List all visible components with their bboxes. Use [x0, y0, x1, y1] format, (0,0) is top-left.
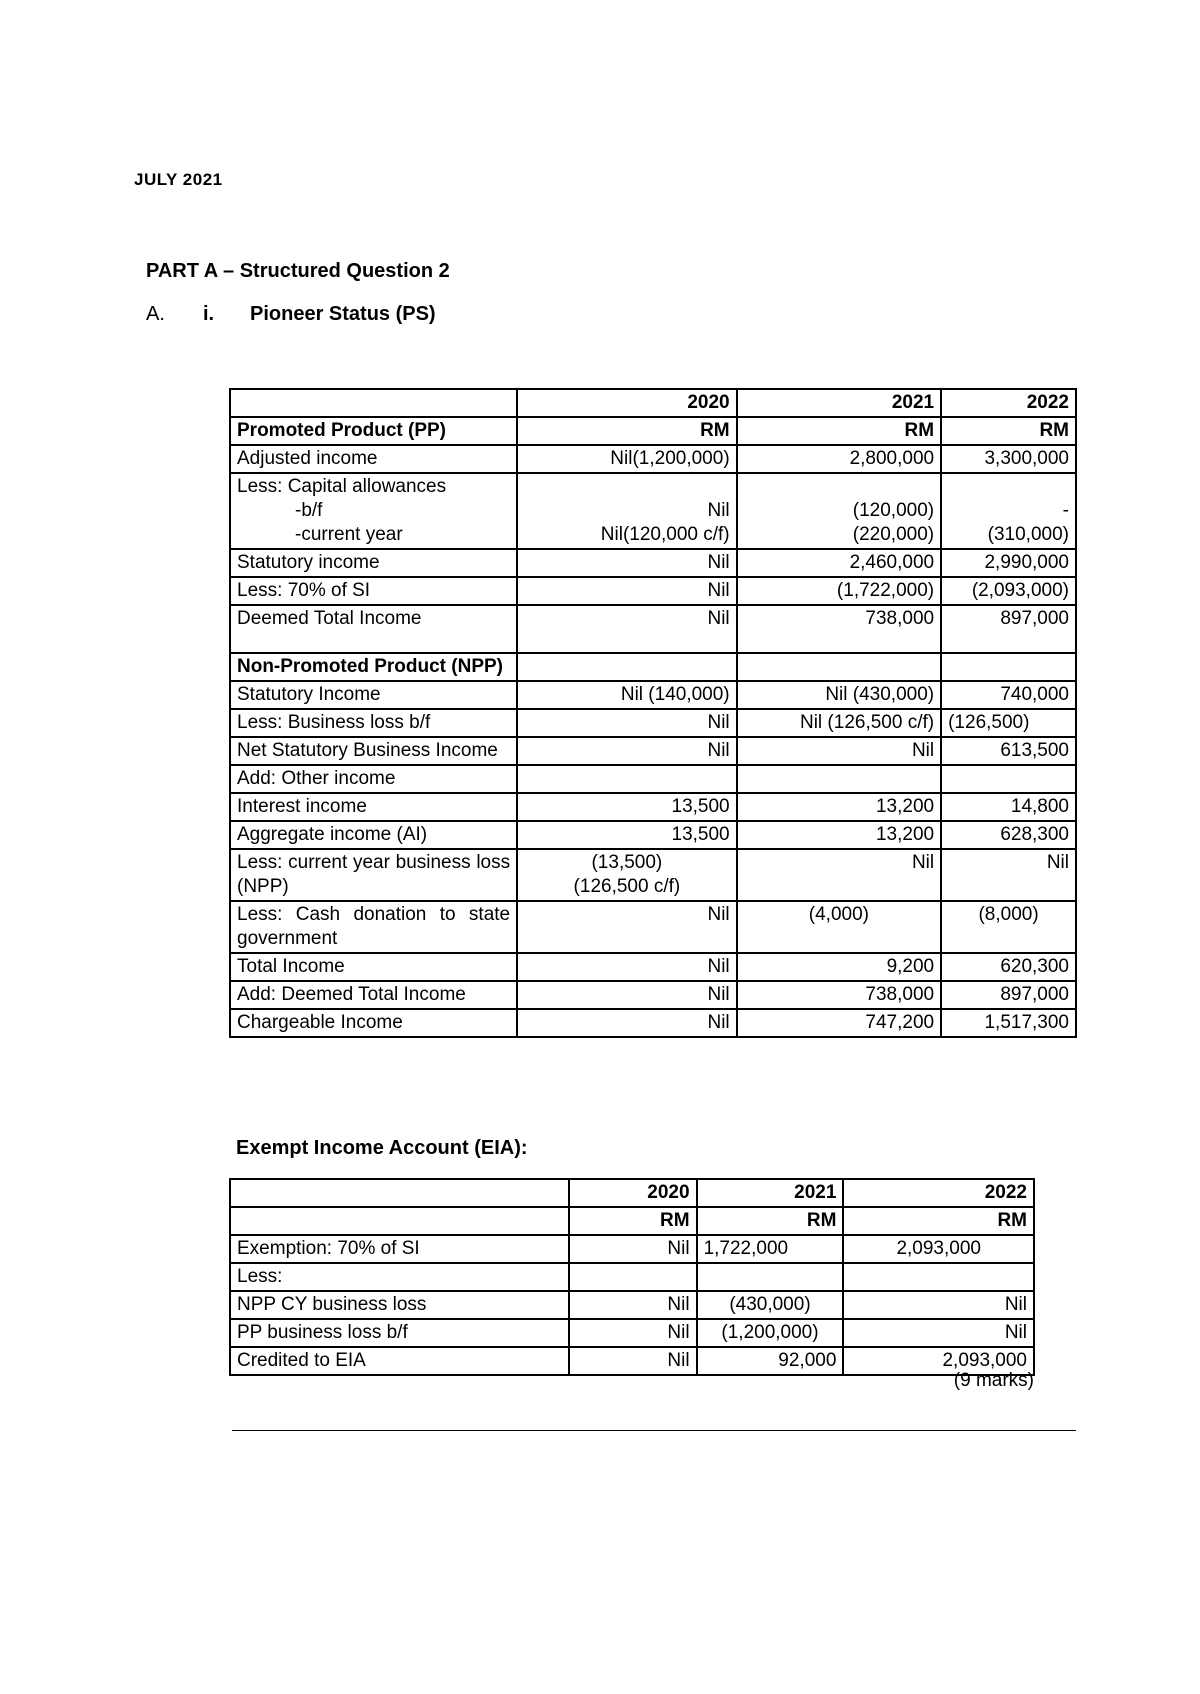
- row-label: Interest income: [230, 793, 517, 821]
- cell-value: Nil: [737, 737, 941, 765]
- year-2021: 2021: [737, 389, 941, 417]
- eia-title: Exempt Income Account (EIA):: [236, 1137, 528, 1159]
- cell-value: Nil: [569, 1347, 697, 1375]
- cell-value: (310,000): [987, 524, 1069, 545]
- cell-value: Nil: [517, 901, 737, 953]
- row-label: Exemption: 70% of SI: [230, 1235, 569, 1263]
- table-row: [230, 681, 1076, 709]
- cell-value: -: [1062, 500, 1069, 521]
- table-row: [230, 821, 1076, 849]
- row-label: Less: 70% of SI: [230, 577, 517, 605]
- cell-value: 897,000: [941, 981, 1076, 1009]
- table-row: [230, 793, 1076, 821]
- cell-value: (430,000): [697, 1291, 844, 1319]
- cell-value: 2,093,000: [843, 1235, 1034, 1263]
- table-row: [230, 709, 1076, 737]
- cell-value: (1,200,000): [697, 1319, 844, 1347]
- table-row: [230, 1347, 1034, 1375]
- row-label: [230, 473, 517, 549]
- table-row: [230, 1291, 1034, 1319]
- table-row: [230, 1009, 1076, 1037]
- year-header-row: [230, 389, 1076, 417]
- cell-value: Nil: [843, 1291, 1034, 1319]
- cell-value: (126,500 c/f): [573, 876, 681, 897]
- cell-value: Nil: [843, 1319, 1034, 1347]
- year-2021: 2021: [697, 1179, 844, 1207]
- table-row: [230, 1235, 1034, 1263]
- row-label: PP business loss b/f: [230, 1319, 569, 1347]
- currency-label: RM: [517, 417, 737, 445]
- table-row: [230, 1319, 1034, 1347]
- table-row: [230, 653, 1076, 681]
- table-row: [230, 1263, 1034, 1291]
- pioneer-status-table: [229, 388, 1077, 1038]
- bf-label: -b/f: [295, 500, 323, 521]
- cell-value: Nil (126,500 c/f): [737, 709, 941, 737]
- cell-value: Nil: [517, 709, 737, 737]
- table-row: [230, 549, 1076, 577]
- cell-value: Nil: [707, 500, 730, 521]
- year-2020: 2020: [517, 389, 737, 417]
- cell-value: Nil(120,000 c/f): [600, 524, 730, 545]
- divider: [232, 1430, 1076, 1431]
- cell-value: 738,000: [737, 981, 941, 1009]
- table-row: [230, 473, 1076, 549]
- capital-allowances-label: Less: Capital allowances: [237, 476, 447, 497]
- table-row: [230, 849, 1076, 901]
- row-label: Adjusted income: [230, 445, 517, 473]
- row-label: NPP CY business loss: [230, 1291, 569, 1319]
- question-label-a: A.: [146, 303, 165, 325]
- cell-value: Nil: [517, 1009, 737, 1037]
- question-label-i: i.: [203, 303, 215, 325]
- cell-value: (120,000): [852, 500, 935, 521]
- currency-row: [230, 1207, 1034, 1235]
- row-label: Add: Deemed Total Income: [230, 981, 517, 1009]
- exempt-income-account-table: [229, 1178, 1035, 1376]
- cell-value: 613,500: [941, 737, 1076, 765]
- cell-value: 14,800: [941, 793, 1076, 821]
- cell-value: 628,300: [941, 821, 1076, 849]
- pp-heading: Promoted Product (PP): [230, 417, 517, 445]
- row-label: Add: Other income: [230, 765, 517, 793]
- row-label: Less: Business loss b/f: [230, 709, 517, 737]
- cell-value: Nil: [941, 849, 1076, 901]
- cell-value: Nil: [569, 1235, 697, 1263]
- table-row: [230, 737, 1076, 765]
- cell-value: 2,460,000: [737, 549, 941, 577]
- year-2022: 2022: [843, 1179, 1034, 1207]
- row-label: Net Statutory Business Income: [230, 737, 517, 765]
- row-label: Chargeable Income: [230, 1009, 517, 1037]
- cell-value: Nil: [517, 737, 737, 765]
- header-date: JULY 2021: [134, 170, 223, 189]
- cell-value: 1,722,000: [697, 1235, 844, 1263]
- row-label: Less: current year business loss (NPP): [230, 849, 517, 901]
- row-label: Statutory Income: [230, 681, 517, 709]
- cell-value: Nil (430,000): [737, 681, 941, 709]
- section-title: Pioneer Status (PS): [250, 303, 436, 325]
- cell-value: 620,300: [941, 953, 1076, 981]
- row-label: Less: Cash donation to state government: [230, 901, 517, 953]
- cell-value: Nil(1,200,000): [517, 445, 737, 473]
- currency-label: RM: [569, 1207, 697, 1235]
- cell-value: 1,517,300: [941, 1009, 1076, 1037]
- cell-value: 13,500: [517, 821, 737, 849]
- currency-row: [230, 417, 1076, 445]
- table-row: [230, 981, 1076, 1009]
- cell-value: (13,500): [591, 852, 663, 873]
- cell-value: 740,000: [941, 681, 1076, 709]
- table-row: [230, 605, 1076, 653]
- cell-value: 13,500: [517, 793, 737, 821]
- row-label: Statutory income: [230, 549, 517, 577]
- currency-label: RM: [941, 417, 1076, 445]
- currency-label: RM: [843, 1207, 1034, 1235]
- cell-value: 9,200: [737, 953, 941, 981]
- cell-value: (126,500): [941, 709, 1076, 737]
- cell-value: (8,000): [941, 901, 1076, 953]
- row-label: Deemed Total Income: [230, 605, 517, 653]
- current-year-label: -current year: [295, 524, 403, 545]
- cell-value: 2,990,000: [941, 549, 1076, 577]
- cell-value: Nil: [569, 1291, 697, 1319]
- cell-value: 897,000: [941, 605, 1076, 653]
- cell-value: Nil: [737, 849, 941, 901]
- cell-value: 13,200: [737, 793, 941, 821]
- row-label: Aggregate income (AI): [230, 821, 517, 849]
- cell-value: 747,200: [737, 1009, 941, 1037]
- cell-value: Nil: [517, 605, 737, 653]
- cell-value: Nil: [517, 981, 737, 1009]
- cell-value: 2,800,000: [737, 445, 941, 473]
- cell-value: Nil: [569, 1319, 697, 1347]
- row-label: Less:: [230, 1263, 569, 1291]
- cell-value: Nil: [517, 549, 737, 577]
- table-row: [230, 577, 1076, 605]
- year-2022: 2022: [941, 389, 1076, 417]
- currency-label: RM: [697, 1207, 844, 1235]
- cell-value: (4,000): [737, 901, 941, 953]
- table-row: [230, 445, 1076, 473]
- cell-value: 13,200: [737, 821, 941, 849]
- cell-value: 92,000: [697, 1347, 844, 1375]
- cell-value: (2,093,000): [941, 577, 1076, 605]
- row-label: Credited to EIA: [230, 1347, 569, 1375]
- currency-label: RM: [737, 417, 941, 445]
- cell-value: 2,093,000: [843, 1347, 1034, 1375]
- cell-value: (1,722,000): [737, 577, 941, 605]
- table-row: [230, 765, 1076, 793]
- cell-value: (220,000): [852, 524, 935, 545]
- year-header-row: [230, 1179, 1034, 1207]
- cell-value: Nil: [517, 953, 737, 981]
- cell-value: 3,300,000: [941, 445, 1076, 473]
- cell-value: 738,000: [737, 605, 941, 653]
- row-label: Total Income: [230, 953, 517, 981]
- table-row: [230, 953, 1076, 981]
- part-title: PART A – Structured Question 2: [146, 260, 450, 282]
- year-2020: 2020: [569, 1179, 697, 1207]
- table-row: [230, 901, 1076, 953]
- marks-label: (9 marks): [953, 1370, 1034, 1391]
- cell-value: Nil: [517, 577, 737, 605]
- npp-heading: Non-Promoted Product (NPP): [230, 653, 517, 681]
- cell-value: Nil (140,000): [517, 681, 737, 709]
